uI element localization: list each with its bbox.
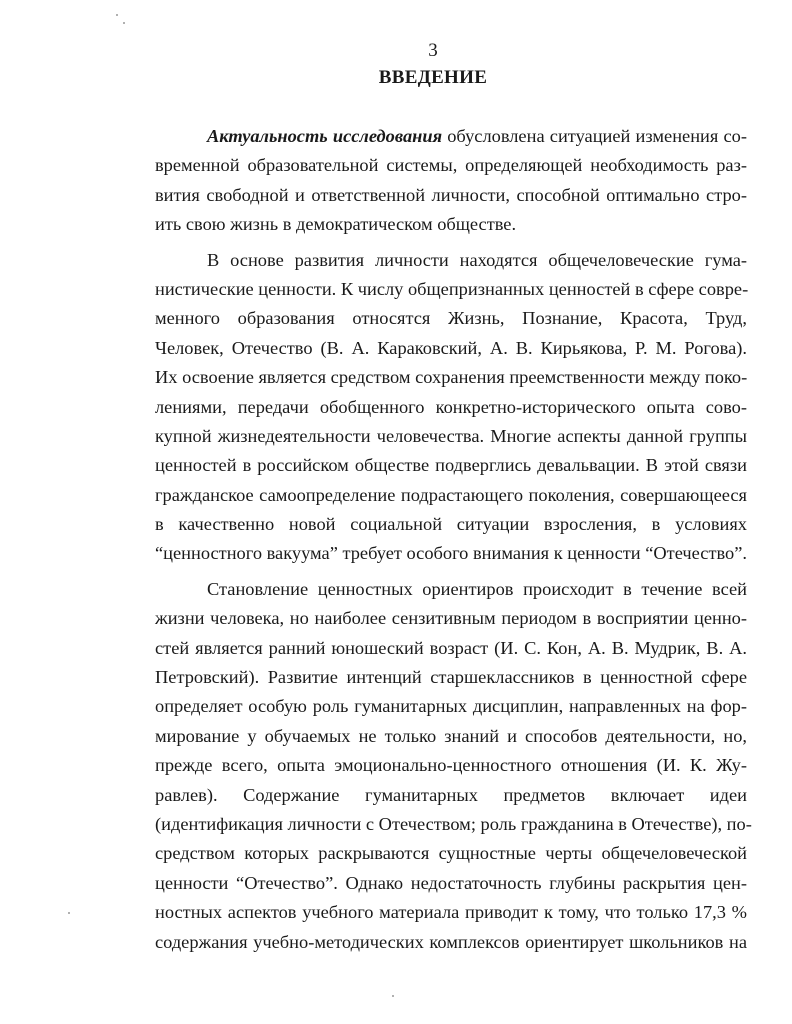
page-number: 3 bbox=[428, 40, 438, 61]
text-line: ностных аспектов учебного материала приводит к тому, что только 17,3 % bbox=[155, 902, 747, 923]
scan-speck bbox=[123, 22, 125, 24]
text-line: ить свою жизнь в демократическом обществе. bbox=[155, 214, 517, 235]
text-line: ценностей в российском обществе подверглись девальвации. В этой связи bbox=[155, 455, 747, 476]
paragraph-values bbox=[155, 246, 747, 569]
text-line: временной образовательной системы, определяющей необходимость раз- bbox=[155, 155, 747, 176]
text-line: нистические ценности. К числу общепризнанных ценностей в сфере совре- bbox=[155, 278, 749, 299]
text-line: Становление ценностных ориентиров происходит в течение всей bbox=[207, 578, 747, 599]
text-line: гражданское самоопределение подрастающего поколения, совершающееся bbox=[155, 484, 747, 505]
text-line: равлев). Содержание гуманитарных предметов включает идеи bbox=[155, 784, 747, 805]
text-fragment: обусловлена ситуацией изменения со- bbox=[442, 126, 747, 146]
text-line: В основе развития личности находятся общечеловеческие гума- bbox=[207, 249, 747, 270]
scan-speck bbox=[392, 995, 394, 997]
paragraph-relevance bbox=[155, 122, 747, 240]
paragraph-orientations bbox=[155, 575, 752, 957]
text-line: стей является ранний юношеский возраст (И. С. Кон, А. В. Мудрик, В. А. bbox=[155, 637, 747, 658]
scan-speck bbox=[68, 912, 70, 914]
text-line: Человек, Отечество (В. А. Караковский, А. В. Кирьякова, Р. М. Рогова). bbox=[155, 337, 747, 358]
text-line: купной жизнедеятельности человечества. Многие аспекты данной группы bbox=[155, 425, 747, 446]
body-text bbox=[155, 122, 752, 963]
text-line: определяет особую роль гуманитарных дисциплин, направленных на фор- bbox=[155, 696, 747, 717]
text-line: прежде всего, опыта эмоционально-ценностного отношения (И. К. Жу- bbox=[155, 755, 747, 776]
text-line: менного образования относятся Жизнь, Познание, Красота, Труд, bbox=[155, 308, 747, 329]
text-line: Петровский). Развитие интенций старшеклассников в ценностной сфере bbox=[155, 667, 747, 688]
text-line: ценности “Отечество”. Однако недостаточность глубины раскрытия цен- bbox=[155, 872, 747, 893]
text-line: Их освоение является средством сохранения преемственности между поко- bbox=[155, 367, 748, 388]
text-line bbox=[155, 122, 747, 151]
text-line: мирование у обучаемых не только знаний и способов деятельности, но, bbox=[155, 725, 747, 746]
text-line: “ценностного вакуума” требует особого внимания к ценности “Отечество”. bbox=[155, 543, 748, 564]
lead-phrase: Актуальность исследования bbox=[207, 126, 443, 146]
text-line: жизни человека, но наиболее сензитивным периодом в восприятии ценно- bbox=[155, 608, 747, 629]
text-line: содержания учебно-методических комплексов ориентирует школьников на bbox=[155, 931, 747, 952]
section-title: ВВЕДЕНИЕ bbox=[378, 67, 488, 88]
scan-speck bbox=[116, 14, 118, 16]
text-line: в качественно новой социальной ситуации взросления, в условиях bbox=[155, 514, 747, 535]
text-line: (идентификация личности с Отечеством; роль гражданина в Отечестве), по- bbox=[155, 813, 752, 834]
text-line: средством которых раскрываются сущностные черты общечеловеческой bbox=[155, 843, 747, 864]
text-line: лениями, передачи обобщенного конкретно-исторического опыта сово- bbox=[155, 396, 747, 417]
text-line: вития свободной и ответственной личности, способной оптимально стро- bbox=[155, 184, 747, 205]
